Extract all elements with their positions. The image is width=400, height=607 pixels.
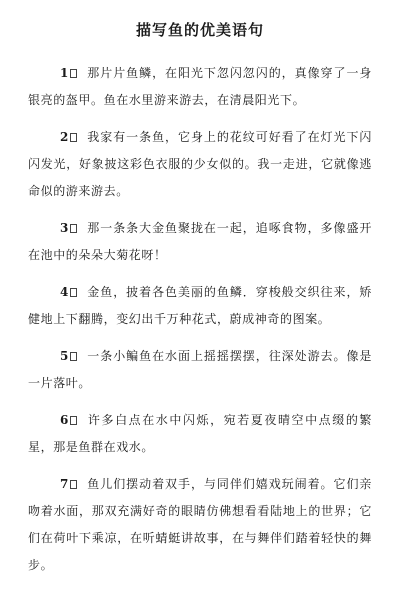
missing-glyph-icon bbox=[70, 224, 77, 233]
paragraph-6 bbox=[28, 407, 372, 461]
missing-glyph-icon bbox=[70, 416, 77, 425]
paragraph-number: 7 bbox=[60, 477, 77, 491]
paragraph-text: 那一条条大金鱼聚拢在一起，追啄食物，多像盛开在池中的朵朵大菊花呀！ bbox=[28, 221, 372, 262]
paragraph-4 bbox=[28, 279, 372, 333]
paragraph-text: 许多白点在水中闪烁，宛若夏夜晴空中点缀的繁星，那是鱼群在戏水。 bbox=[28, 413, 372, 454]
paragraph-text: 鱼儿们摆动着双手，与同伴们嬉戏玩闹着。它们亲吻着水面，那双充满好奇的眼睛仿佛想看看陆地上的世界；它们在荷叶下乘凉，在听蜻蜓讲故事，在与舞伴们踏着轻快的舞步。 bbox=[28, 477, 372, 572]
paragraph-number: 3 bbox=[60, 221, 77, 235]
paragraph-text: 我家有一条鱼，它身上的花纹可好看了在灯光下闪闪发光，好象披这彩色衣服的少女似的。我一走进，它就像逃命似的游来游去。 bbox=[28, 130, 372, 198]
paragraph-number: 2 bbox=[60, 130, 77, 144]
paragraph-text: 那片片鱼鳞，在阳光下忽闪忽闪的，真像穿了一身银亮的盔甲。鱼在水里游来游去，在清晨阳光下。 bbox=[28, 66, 372, 107]
paragraph-2 bbox=[28, 124, 372, 205]
paragraph-text: 金鱼，披着各色美丽的鱼鳞．穿梭般交织往来，矫健地上下翻腾，变幻出千万种花式，蔚成神奇的图案。 bbox=[28, 285, 372, 326]
paragraph-text: 一条小鳊鱼在水面上摇摇摆摆，往深处游去。像是一片落叶。 bbox=[28, 349, 372, 390]
paragraph-number: 5 bbox=[60, 349, 77, 363]
missing-glyph-icon bbox=[70, 69, 77, 78]
missing-glyph-icon bbox=[70, 352, 77, 361]
paragraph-number: 1 bbox=[60, 66, 77, 80]
paragraph-number: 6 bbox=[60, 413, 77, 427]
paragraph-5 bbox=[28, 343, 372, 397]
missing-glyph-icon bbox=[70, 133, 77, 142]
document-title: 描写鱼的优美语句 bbox=[135, 21, 264, 39]
missing-glyph-icon bbox=[70, 480, 77, 489]
paragraph-7 bbox=[28, 471, 372, 579]
paragraph-1 bbox=[28, 60, 372, 114]
missing-glyph-icon bbox=[70, 288, 77, 297]
paragraph-3 bbox=[28, 215, 372, 269]
paragraph-number: 4 bbox=[60, 285, 77, 299]
